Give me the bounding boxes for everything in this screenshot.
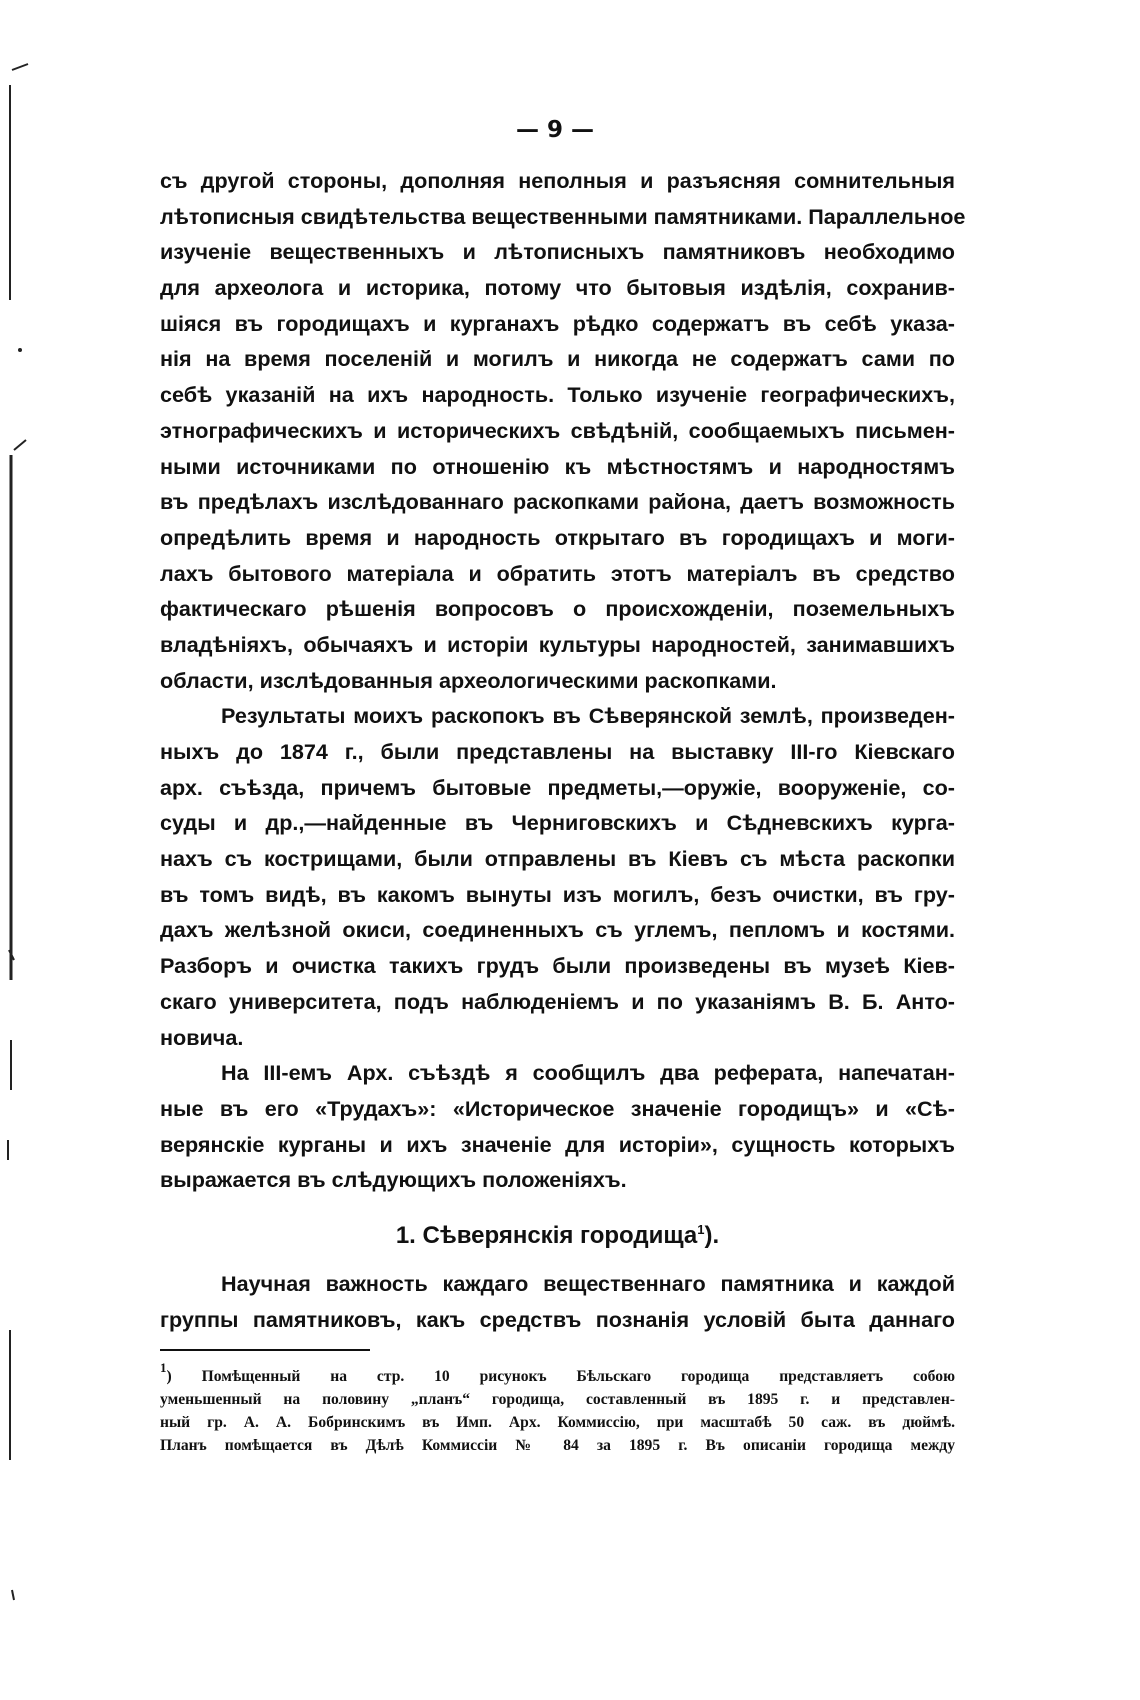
text-line: въ томъ видѣ, въ какомъ вынуты изъ могилъ, безъ очистки, въ гру- <box>160 881 955 907</box>
main-text <box>160 163 966 1337</box>
footnote-divider <box>160 1349 370 1351</box>
binding-edge-marks <box>0 0 40 1700</box>
text-line: Научная важность каждаго вещественнаго памятника и каждой <box>221 1270 955 1296</box>
section-heading-text: 1. Сѣверянскія городища <box>395 1221 698 1249</box>
text-line: нахъ съ кострищами, были отправлены въ Кіевъ съ мѣста раскопки <box>160 846 955 872</box>
page-number: — 9 — <box>515 117 595 143</box>
text-line: На III-емъ Арх. съѣздѣ я сообщилъ два реферата, напечатан- <box>221 1060 955 1086</box>
footnote-line: ный гр. А. А. Бобринскимъ въ Имп. Арх. Коммиссію, при масштабѣ 50 саж. въ дюймѣ. <box>160 1414 955 1431</box>
text-line: фактическаго рѣшенія вопросовъ о происхожденіи, поземельныхъ <box>160 596 955 622</box>
section-heading-closing: ). <box>704 1221 720 1249</box>
text-line: дахъ желѣзной окиси, соединенныхъ съ углемъ, пепломъ и костями. <box>160 917 955 943</box>
section-heading <box>160 1208 955 1263</box>
text-line: лахъ бытового матеріала и обратить этотъ матеріалъ въ средство <box>160 560 955 586</box>
text-line: скаго университета, подъ наблюденіемъ и по указаніямъ В. Б. Анто- <box>160 988 955 1014</box>
footnote-line <box>160 1360 955 1388</box>
text-line: изученіе вещественныхъ и лѣтописныхъ памятниковъ необходимо <box>160 239 955 265</box>
footnote-mark-closing: ) <box>166 1368 172 1385</box>
text-line: ными источниками по отношенію къ мѣстностямъ и народностямъ <box>160 453 955 479</box>
text-line: владѣніяхъ, обычаяхъ и исторіи культуры народностей, занимавшихъ <box>160 631 955 657</box>
text-line: верянскіе курганы и ихъ значеніе для исторіи», сущность которыхъ <box>160 1131 955 1157</box>
text-line: съ другой стороны, дополняя неполныя и разъясняя сомнительныя <box>160 168 955 193</box>
footnote-line: Планъ помѣщается въ Дѣлѣ Коммиссіи № 84 за 1895 г. Въ описаніи городища между <box>160 1437 955 1454</box>
footnote <box>160 1360 955 1457</box>
text-line: этнографическихъ и историческихъ свѣдѣній, сообщаемыхъ письмен- <box>160 417 955 443</box>
text-line: въ предѣлахъ изслѣдованнаго раскопками района, даетъ возможность <box>160 489 955 515</box>
text-line: опредѣлить время и народность открытаго въ городищахъ и моги- <box>160 524 955 550</box>
footnote-line: уменьшенный на половину „планъ“ городища, составленный въ 1895 г. и представлен- <box>160 1391 955 1408</box>
text-line: нія на время поселеній и могилъ и никогда не содержатъ сами по <box>160 346 955 372</box>
text-line: группы памятниковъ, какъ средствъ познанія условій быта даннаго <box>160 1306 955 1332</box>
text-line: для археолога и историка, потому что бытовыя издѣлія, сохранив- <box>160 275 955 301</box>
text-line: новича. <box>160 1024 244 1050</box>
text-line: арх. съѣзда, причемъ бытовые предметы,—оружіе, вооруженіе, со- <box>160 774 955 800</box>
footnote-mark: 1 <box>160 1360 167 1375</box>
text-line: выражается въ слѣдующихъ положеніяхъ. <box>160 1167 627 1193</box>
text-line: Результаты моихъ раскопокъ въ Сѣверянской землѣ, произведен- <box>221 703 955 729</box>
text-line: лѣтописныя свидѣтельства вещественными памятниками. Параллельное <box>160 203 966 229</box>
text-line: ные въ его «Трудахъ»: «Историческое значеніе городищъ» и «Сѣ- <box>160 1095 955 1121</box>
text-line: суды и др.,—найденные въ Черниговскихъ и Сѣдневскихъ курга- <box>160 810 955 836</box>
footnote-reference: 1 <box>697 1221 705 1237</box>
footnote-line-text: Помѣщенный на стр. 10 рисунокъ Бѣльскаго городища представляетъ собою <box>201 1368 955 1385</box>
text-line: шіяся въ городищахъ и курганахъ рѣдко содержатъ въ себѣ указа- <box>160 310 955 336</box>
text-line: себѣ указаній на ихъ народность. Только изученіе географическихъ, <box>160 382 955 408</box>
text-line: области, изслѣдованныя археологическими раскопками. <box>160 667 777 693</box>
text-line: ныхъ до 1874 г., были представлены на выставку III-го Кіевскаго <box>160 739 955 764</box>
text-line: Разборъ и очистка такихъ грудъ были произведены въ музеѣ Кіев- <box>160 953 955 979</box>
